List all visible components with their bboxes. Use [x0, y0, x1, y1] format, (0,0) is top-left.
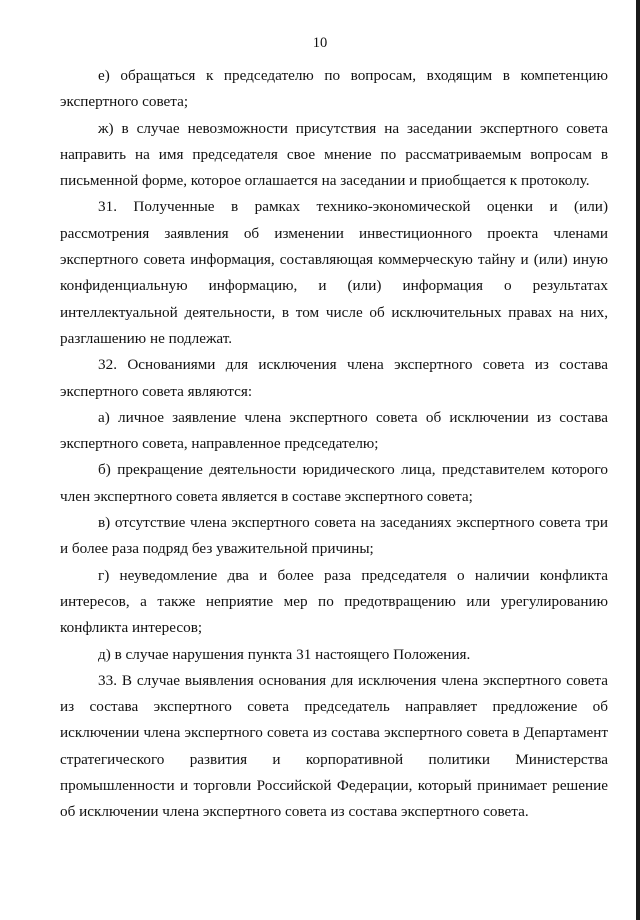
paragraph-32-v: в) отсутствие члена экспертного совета на заседаниях экспертного совета три и более раза подряд без уважительной причины; — [60, 514, 608, 558]
document-body — [60, 63, 608, 826]
paragraph-32-d: д) в случае нарушения пункта 31 настоящего Положения. — [98, 645, 471, 663]
paragraph-zh: ж) в случае невозможности присутствия на заседании экспертного совета направить на имя председателя свое мнение по рассматриваемым вопросам в письменной форме, которое оглашается на заседании и приобщается к протоколу. — [60, 119, 608, 190]
paragraph-32-b: б) прекращение деятельности юридического лица, представителем которого член экспертного совета является в составе экспертного совета; — [60, 461, 608, 505]
page-number: 10 — [312, 35, 328, 51]
paragraph-32-a: а) личное заявление члена экспертного совета об исключении из состава экспертного совета, направленное председателю; — [60, 408, 608, 453]
paragraph-32: 32. Основаниями для исключения члена экспертного совета из состава экспертного совета являются: — [60, 356, 608, 400]
scan-edge-shadow — [636, 0, 640, 920]
paragraph-32-g: г) неуведомление два и более раза председателя о наличии конфликта интересов, а также неприятие мер по предотвращению или урегулированию конфликта интересов; — [60, 566, 608, 637]
paragraph-e: е) обращаться к председателю по вопросам, входящим в компетенцию экспертного совета; — [60, 67, 608, 111]
paragraph-31: 31. Полученные в рамках технико-экономической оценки и (или) рассмотрения заявления об изменении инвестиционного проекта членами экспертного совета информация, составляющая коммерческую тайну и (или) иную конфиденциальную информацию, и (или) информация о результатах интеллектуальной деятельности, в том числе об исключительных правах на них, разглашению не подлежат. — [60, 198, 608, 347]
paragraph-33: 33. В случае выявления основания для исключения члена экспертного совета из состава экспертного совета председатель направляет предложение об исключении члена экспертного совета из состава экспертного совета в Департамент стратегического развития и корпоративной политики Министерства промышленности и торговли Российской Федерации, который принимает решение об исключении члена экспертного совета из состава экспертного совета. — [60, 671, 608, 821]
